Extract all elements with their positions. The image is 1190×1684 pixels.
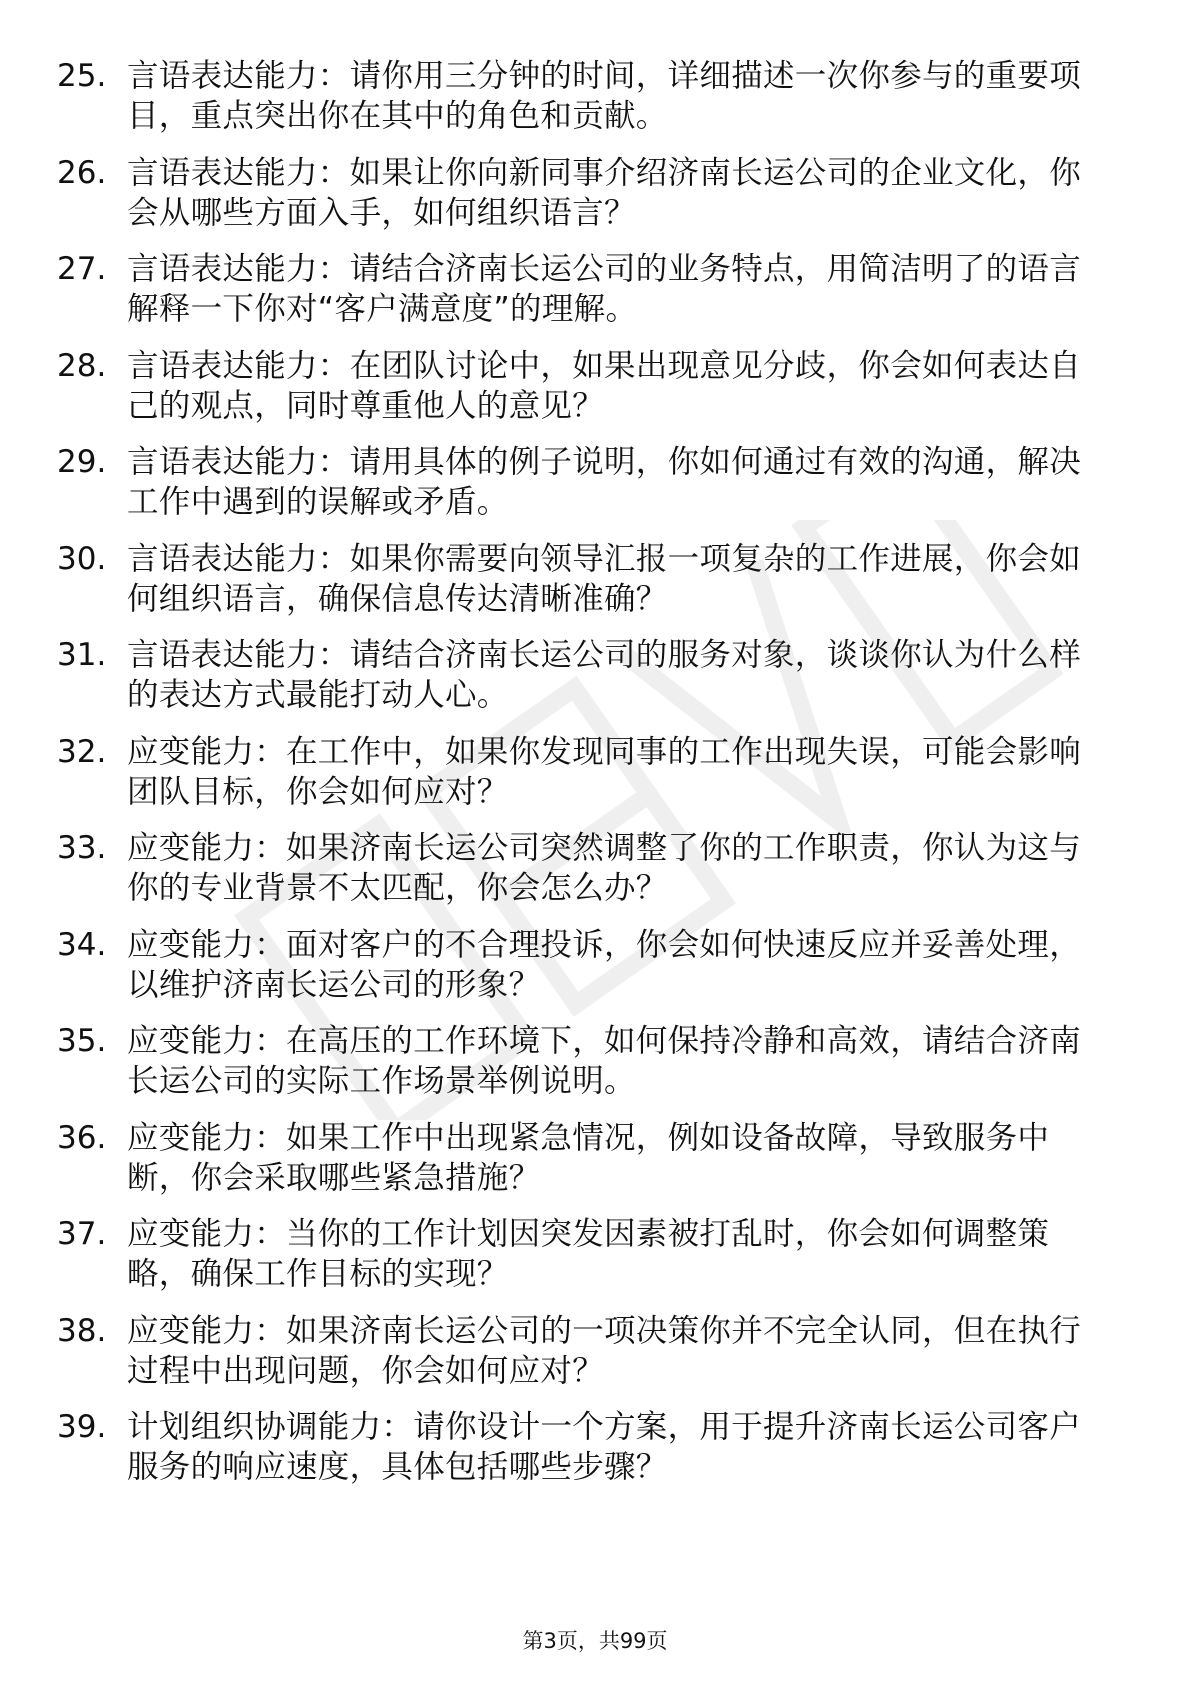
question-number: 37. [57,1216,107,1252]
list-item [0,1110,1190,1207]
question-number: 36. [57,1119,107,1156]
question-number: 32. [57,733,107,770]
list-item [0,145,1190,242]
list-item [0,1206,1190,1303]
question-text: 应变能力：面对客户的不合理投诉，你会如何快速反应并妥善处理，以维护济南长运公司的形象？ [127,926,1082,1003]
question-number: 30. [57,540,107,577]
question-text: 应变能力：在工作中，如果你发现同事的工作出现失误，可能会影响团队目标，你会如何应对？ [127,733,1082,810]
question-number: 33. [57,830,107,866]
question-text: 言语表达能力：请结合济南长运公司的服务对象，谈谈你认为什么样的表达方式最能打动人心。 [127,637,1082,713]
question-number: 31. [57,637,107,673]
question-text: 应变能力：当你的工作计划因突发因素被打乱时，你会如何调整策略，确保工作目标的实现？ [127,1216,1050,1292]
question-number: 34. [57,926,107,963]
question-number: 25. [57,58,107,94]
list-item [0,724,1190,821]
list-item [0,241,1190,338]
list-item [0,627,1190,724]
question-number: 38. [57,1312,107,1349]
question-text: 言语表达能力：在团队讨论中，如果出现意见分歧，你会如何表达自己的观点，同时尊重他人的意见？ [127,347,1082,424]
question-text: 言语表达能力：请用具体的例子说明，你如何通过有效的沟通，解决工作中遇到的误解或矛盾。 [127,444,1082,520]
list-item [0,1399,1190,1496]
question-text: 应变能力：如果济南长运公司突然调整了你的工作职责，你认为这与你的专业背景不太匹配，你会怎么办？ [127,830,1082,906]
page-number-footer: 第3页，共99页 [522,1629,668,1653]
list-item [0,434,1190,531]
question-number: 29. [57,444,107,480]
question-number: 39. [57,1409,107,1445]
question-number: 26. [57,154,107,191]
question-number: 28. [57,347,107,384]
question-list [0,48,1190,1496]
question-number: 27. [57,251,107,287]
question-text: 应变能力：在高压的工作环境下，如何保持冷静和高效，请结合济南长运公司的实际工作场景举例说明。 [127,1023,1082,1099]
question-text: 言语表达能力：请结合济南长运公司的业务特点，用简洁明了的语言解释一下你对“客户满意度”的理解。 [127,251,1082,327]
list-item [0,1303,1190,1400]
question-number: 35. [57,1023,107,1059]
question-text: 应变能力：如果济南长运公司的一项决策你并不完全认同，但在执行过程中出现问题，你会如何应对？ [127,1312,1082,1389]
question-text: 计划组织协调能力：请你设计一个方案，用于提升济南长运公司客户服务的响应速度，具体包括哪些步骤？ [127,1409,1082,1485]
question-text: 言语表达能力：请你用三分钟的时间，详细描述一次你参与的重要项目，重点突出你在其中的角色和贡献。 [127,58,1082,134]
list-item [0,917,1190,1014]
list-item [0,820,1190,917]
question-text: 言语表达能力：如果你需要向领导汇报一项复杂的工作进展，你会如何组织语言，确保信息传达清晰准确？ [127,540,1082,617]
list-item [0,48,1190,145]
list-item [0,1013,1190,1110]
list-item [0,338,1190,435]
question-text: 应变能力：如果工作中出现紧急情况，例如设备故障，导致服务中断，你会采取哪些紧急措施？ [127,1119,1050,1196]
question-text: 言语表达能力：如果让你向新同事介绍济南长运公司的企业文化，你会从哪些方面入手，如何组织语言？ [127,154,1082,231]
list-item [0,531,1190,628]
